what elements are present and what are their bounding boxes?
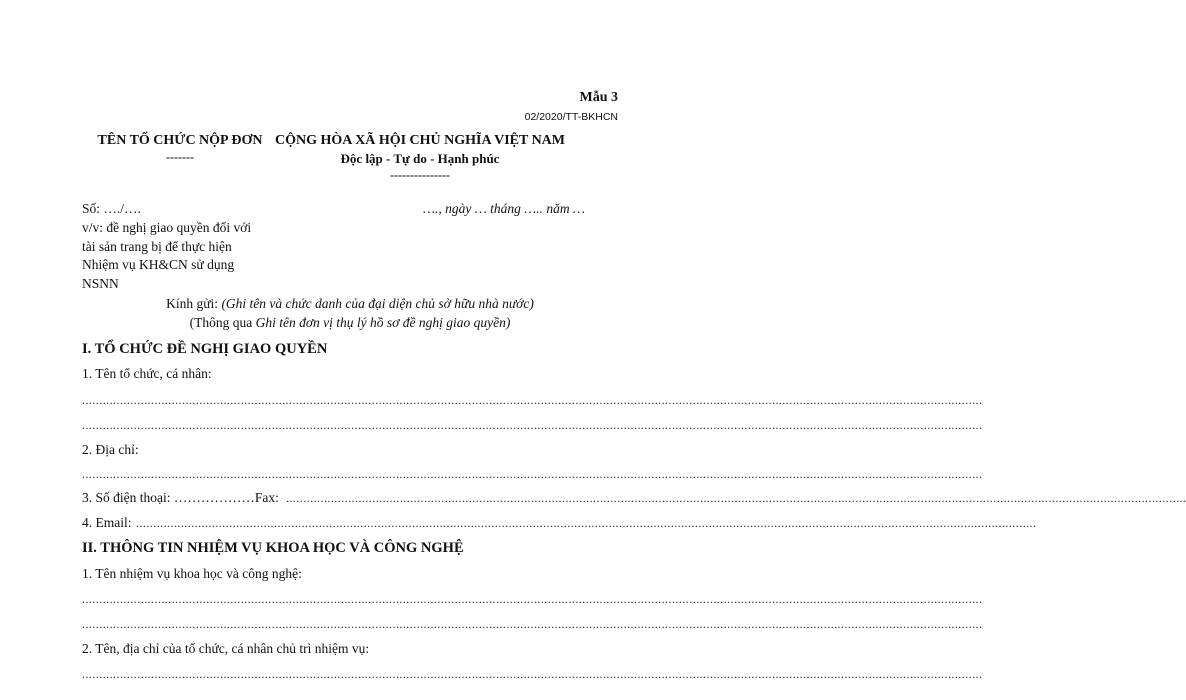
- form-number: Mẫu 3: [579, 90, 618, 105]
- subject-line: Nhiệm vụ KH&CN sử dụng: [82, 257, 235, 272]
- section-1-title: I. TỔ CHỨC ĐỀ NGHỊ GIAO QUYỀN: [82, 341, 328, 357]
- motto-divider: ---------------: [390, 168, 450, 182]
- addressee-via-line: [0, 315, 700, 331]
- phone-fax-row: [82, 490, 279, 506]
- fax-fill-line[interactable]: .....................................................................................................................................................................................................................................................................: [286, 491, 1186, 505]
- address-fill-line[interactable]: .....................................................................................................................................................................................................................................................................: [82, 467, 983, 481]
- addressee-prefix: Kính gửi:: [166, 296, 219, 311]
- subject-line: tài sản trang bị để thực hiện: [82, 238, 232, 254]
- organization-title: TÊN TỔ CHỨC NỘP ĐƠN: [97, 133, 263, 148]
- phone-label: 3. Số điện thoại: ………………: [82, 490, 255, 505]
- via-placeholder: Ghi tên đơn vị thụ lý hồ sơ đề nghị giao quyền): [255, 315, 511, 330]
- national-header: [270, 132, 570, 182]
- subject-line: v/v: đề nghị giao quyền đối với: [82, 220, 252, 235]
- org-name-fill-line[interactable]: .....................................................................................................................................................................................................................................................................: [82, 418, 983, 432]
- task-name-fill-line[interactable]: .....................................................................................................................................................................................................................................................................: [82, 592, 983, 606]
- org-name-label: 1. Tên tổ chức, cá nhân:: [82, 366, 212, 381]
- email-label: 4. Email:: [82, 515, 132, 530]
- host-org-fill-line[interactable]: .....................................................................................................................................................................................................................................................................: [82, 667, 983, 681]
- address-label: 2. Địa chỉ:: [82, 442, 139, 457]
- country-title: CỘNG HÒA XÃ HỘI CHỦ NGHĨA VIỆT NAM: [274, 133, 565, 148]
- task-name-label: 1. Tên nhiệm vụ khoa học và công nghệ:: [82, 566, 302, 581]
- task-name-fill-line[interactable]: .....................................................................................................................................................................................................................................................................: [82, 617, 983, 631]
- document-subject: [82, 219, 282, 293]
- subject-line: NSNN: [82, 275, 119, 291]
- organization-divider: -------: [166, 150, 194, 164]
- document-date: …., ngày … tháng ….. năm …: [422, 201, 585, 216]
- host-org-label: 2. Tên, địa chỉ của tổ chức, cá nhân chủ trì nhiệm vụ:: [82, 641, 370, 656]
- addressee-line: [0, 296, 700, 312]
- circular-reference: 02/2020/TT-BKHCN: [524, 111, 618, 123]
- document-number: Số: …./….: [82, 201, 141, 216]
- addressee-placeholder: (Ghi tên và chức danh của đại diện chủ sở hữu nhà nước): [221, 296, 534, 311]
- fax-label: Fax:: [254, 490, 279, 505]
- via-prefix: (Thông qua: [189, 315, 253, 330]
- section-2-title: II. THÔNG TIN NHIỆM VỤ KHOA HỌC VÀ CÔNG NGHỆ: [82, 540, 464, 556]
- org-name-fill-line[interactable]: .....................................................................................................................................................................................................................................................................: [82, 393, 983, 407]
- national-motto: Độc lập - Tự do - Hạnh phúc: [340, 151, 500, 166]
- organization-header: [70, 132, 290, 164]
- email-fill-line[interactable]: .....................................................................................................................................................................................................................................................................: [136, 516, 1037, 530]
